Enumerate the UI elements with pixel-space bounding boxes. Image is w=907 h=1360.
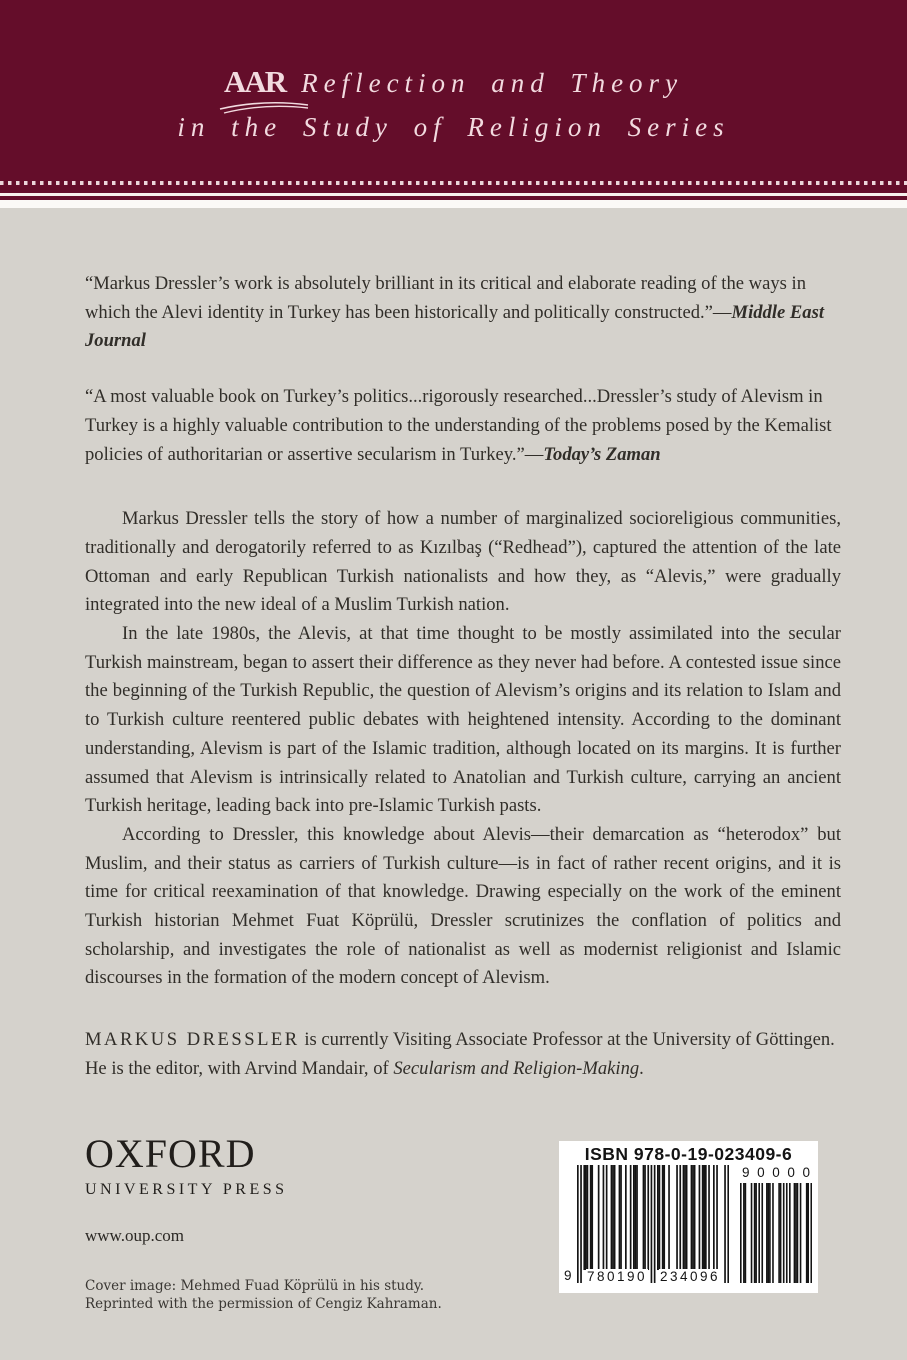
ean5-supplement [740, 1165, 812, 1283]
bio-book-title: Secularism and Religion-Making [393, 1057, 640, 1079]
bio-text: is currently Visiting Associate Professor at the University of Göttingen. He is the editor, with Arvind Mandair, of [85, 1029, 835, 1079]
aar-logo [224, 60, 285, 104]
bio-text-end: . [639, 1057, 644, 1079]
book-description [85, 505, 841, 993]
ean5-bars [740, 1183, 812, 1283]
review-quote-2 [85, 383, 841, 469]
series-banner [0, 0, 907, 200]
white-band [0, 200, 907, 208]
aar-logo-text: AAR [223, 64, 286, 99]
publisher-block [85, 1131, 442, 1313]
description-paragraph-2: In the late 1980s, the Alevis, at that time thought to be mostly assimilated into the secular Turkish mainstream, began to assert their difference as they never had before. A contested issue since the beginning of the Turkish Republic, the question of Alevism’s origins and its relation to Islam and to Turkish culture reentered public debates with heightened intensity. According to the dominant understanding, Alevism is part of the Islamic tradition, although located on its margins. It is further assumed that Alevism is intrinsically related to Anatolian and Turkish culture, carrying an ancient Turkish heritage, leading back into pre-Islamic Turkish pasts. [85, 623, 841, 817]
series-title-line2: in the Study of Religion Series [177, 112, 730, 142]
aar-swoosh-icon [218, 99, 310, 114]
university-press-label: UNIVERSITY PRESS [85, 1181, 288, 1198]
quote-2-source: Today’s Zaman [543, 443, 661, 465]
review-quote-1 [85, 270, 841, 356]
thin-rule [0, 193, 907, 196]
publisher-website: www.oup.com [85, 1226, 184, 1245]
author-bio [85, 1026, 841, 1083]
isbn-barcode-box [559, 1141, 818, 1293]
series-title-text: Reflection and Theory [301, 68, 684, 98]
cover-image-credit [85, 1278, 442, 1313]
isbn-label: ISBN 978-0-19-023409-6 [584, 1144, 793, 1164]
description-paragraph-3: According to Dressler, this knowledge about Alevis—their demarcation as “heterodox” but Muslim, and their status as carriers of Turkish culture—is in fact of rather recent origins, and it is time for critical reexamination of that knowledge. Drawing especially on the work of the eminent Turkish historian Mehmet Fuat Köprülü, Dressler scrutinizes the conflation of politics and scholarship, and investigates the role of nationalist as well as modernist religionist and Islamic discourses in the formation of the modern concept of Alevism. [85, 823, 841, 989]
credit-line-2: Reprinted with the permission of Cengiz Kahraman. [85, 1295, 442, 1312]
dotted-rule [0, 181, 907, 185]
ean5-digits: 9 0 0 0 0 [742, 1165, 810, 1180]
ean13-bars [577, 1165, 729, 1283]
author-name: MARKUS DRESSLER [85, 1029, 300, 1051]
ean13-barcode [564, 1165, 729, 1284]
quote-1-text: “Markus Dressler’s work is absolutely brilliant in its critical and elaborate reading of the ways in which the Alevi identity in Turkey has been historically and politically constructed.”— [85, 273, 806, 323]
quote-1-source: Middle East Journal [85, 301, 824, 352]
quote-2-text: “A most valuable book on Turkey’s politics...rigorously researched...Dressler’s study of Alevism in Turkey is a highly valuable contribution to the understanding of the problems posed by the Kemalist policies of authoritarian or assertive secularism in Turkey.”— [85, 386, 832, 465]
ean13-lead-digit: 9 [564, 1268, 575, 1283]
description-paragraph-1: Markus Dressler tells the story of how a number of marginalized socioreligious communities, traditionally and derogatorily referred to as Kızılbaş (“Redhead”), captured the attention of the late Ottoman and early Republican Turkish nationalists and how they, as “Alevis,” were gradually integrated into the new ideal of a Muslim Turkish nation. [85, 508, 841, 616]
credit-line-1: Cover image: Mehmed Fuad Köprülü in his study. [85, 1278, 425, 1294]
series-title-line1 [0, 0, 907, 105]
ean13-right-digits: 234096 [660, 1269, 721, 1284]
ean13-left-digits: 780190 [587, 1269, 648, 1284]
back-cover-text [0, 270, 907, 1084]
oxford-logo: OXFORD [85, 1131, 256, 1176]
